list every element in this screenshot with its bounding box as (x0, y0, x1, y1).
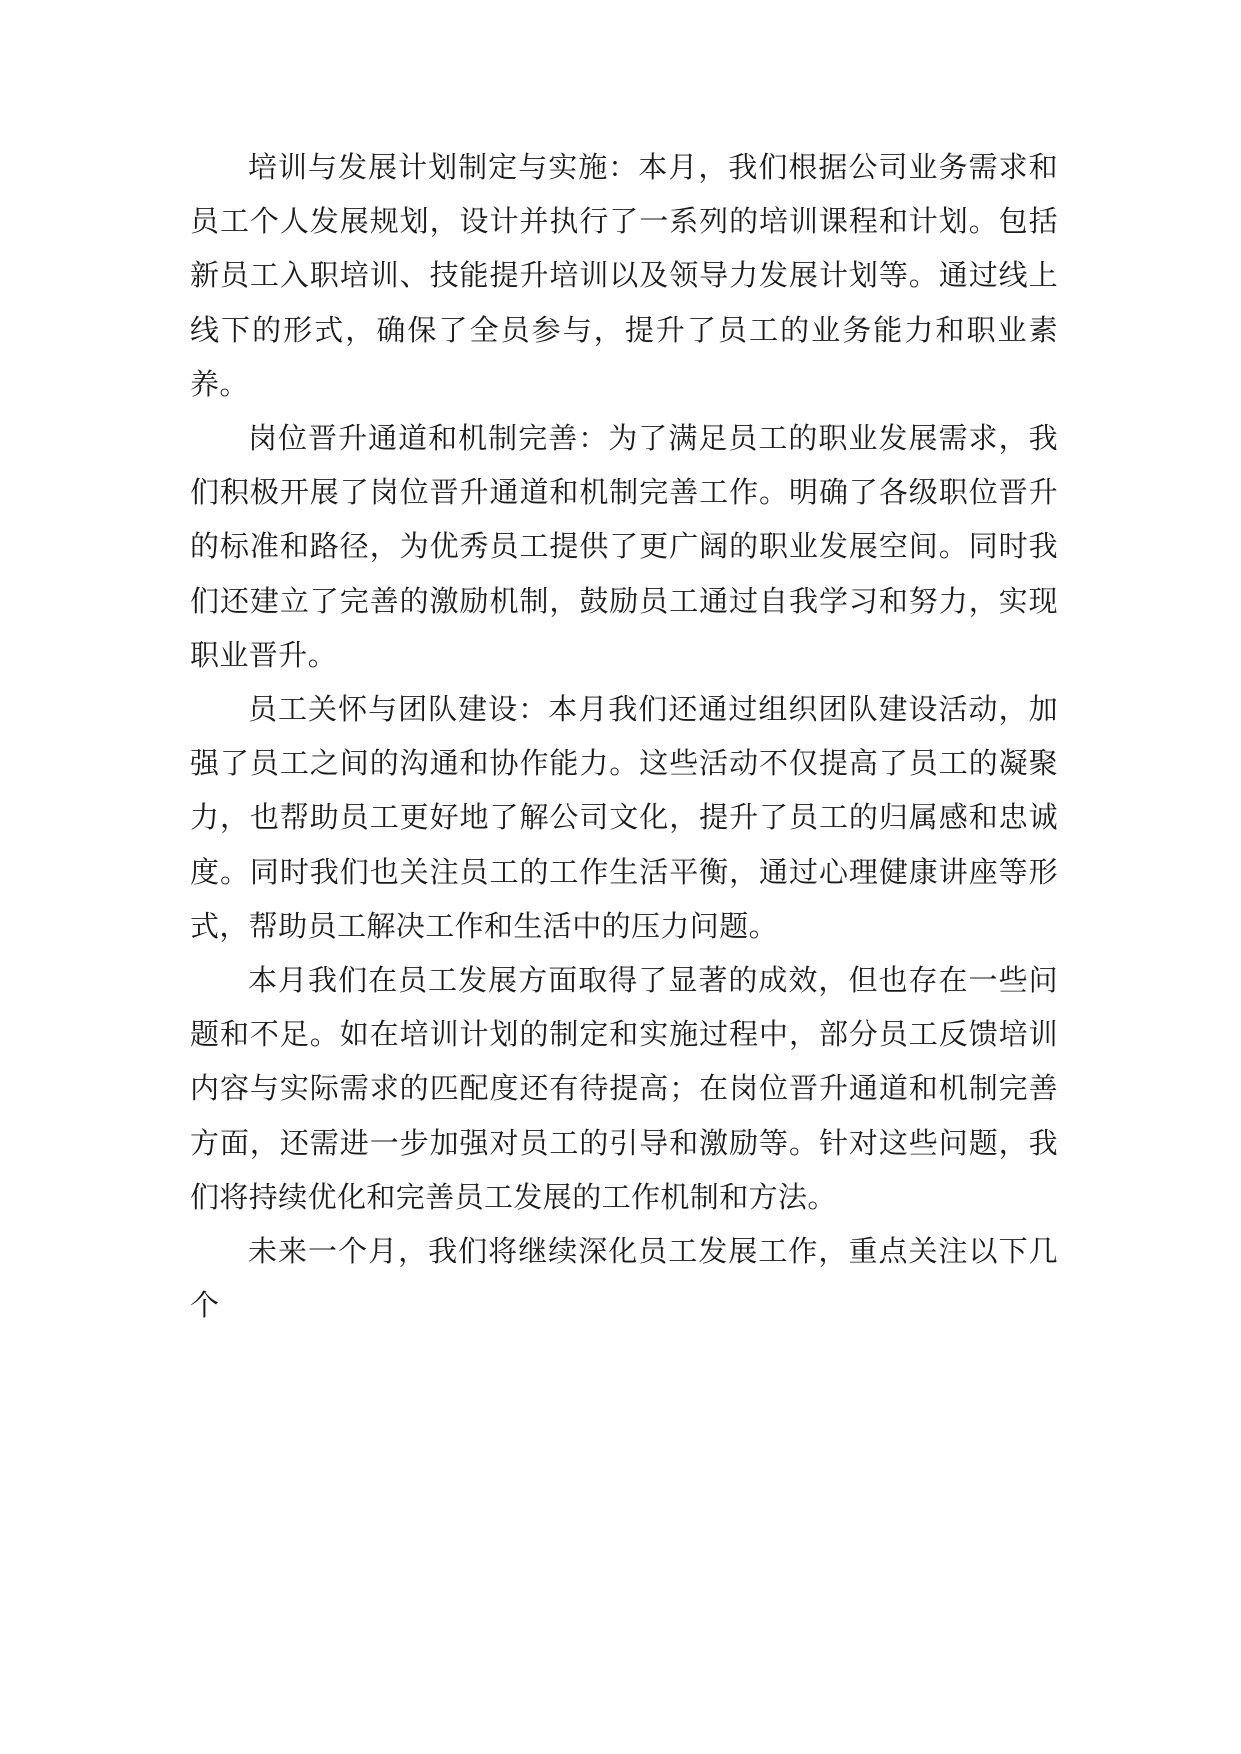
paragraph-issues-summary: 本月我们在员工发展方面取得了显著的成效，但也存在一些问题和不足。如在培训计划的制定和实施过程中，部分员工反馈培训内容与实际需求的匹配度还有待提高；在岗位晋升通道和机制完善方面，还需进一步加强对员工的引导和激励等。针对这些问题，我们将持续优化和完善员工发展的工作机制和方法。 (190, 963, 1058, 1214)
paragraph-next-month: 未来一个月，我们将继续深化员工发展工作，重点关注以下几个 (190, 1234, 1058, 1323)
paragraph-training-plan: 培训与发展计划制定与实施：本月，我们根据公司业务需求和员工个人发展规划，设计并执行了一系列的培训课程和计划。包括新员工入职培训、技能提升培训以及领导力发展计划等。通过线上线下的形式，确保了全员参与，提升了员工的业务能力和职业素养。 (190, 150, 1058, 401)
paragraph-promotion-channel: 岗位晋升通道和机制完善：为了满足员工的职业发展需求，我们积极开展了岗位晋升通道和机制完善工作。明确了各级职位晋升的标准和路径，为优秀员工提供了更广阔的职业发展空间。同时我们还建立了完善的激励机制，鼓励员工通过自我学习和努力，实现职业晋升。 (190, 421, 1058, 672)
paragraph-employee-care: 员工关怀与团队建设：本月我们还通过组织团队建设活动，加强了员工之间的沟通和协作能力。这些活动不仅提高了员工的凝聚力，也帮助员工更好地了解公司文化，提升了员工的归属感和忠诚度。同时我们也关注员工的工作生活平衡，通过心理健康讲座等形式，帮助员工解决工作和生活中的压力问题。 (190, 692, 1058, 943)
document-body (190, 140, 1058, 1332)
